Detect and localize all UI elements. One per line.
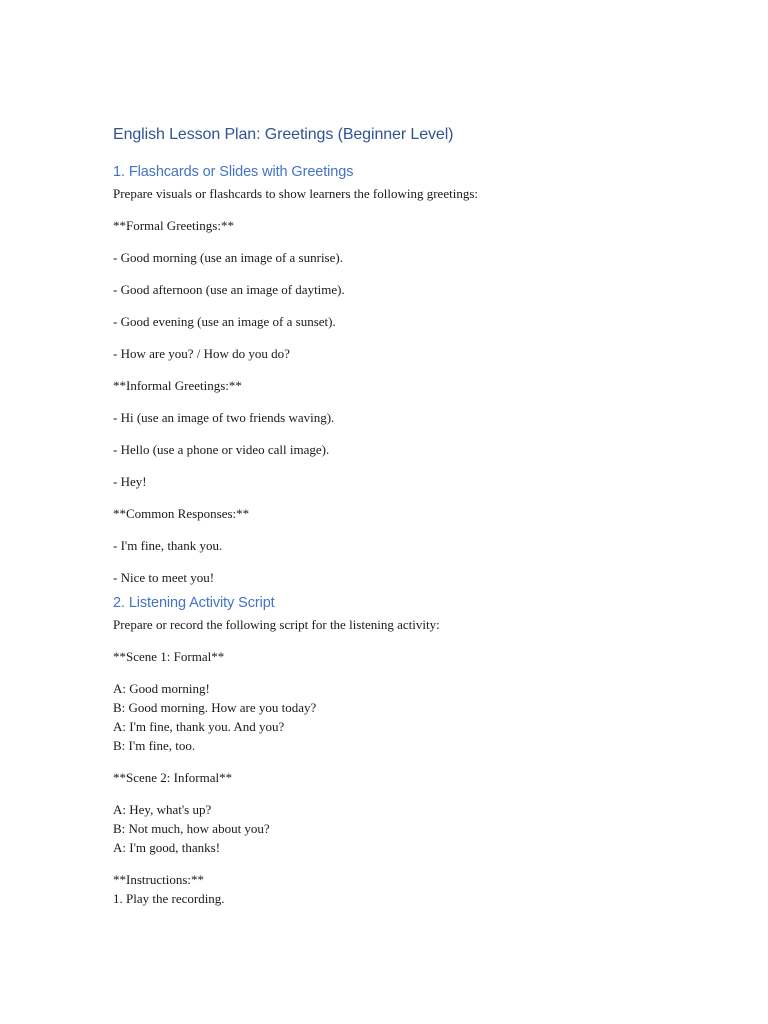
scene1-label: **Scene 1: Formal** xyxy=(113,649,225,664)
section-heading-flashcards: 1. Flashcards or Slides with Greetings xyxy=(113,164,354,180)
scene2-label: **Scene 2: Informal** xyxy=(113,770,233,785)
formal-greetings-label: **Formal Greetings:** xyxy=(113,218,234,233)
document-title: English Lesson Plan: Greetings (Beginner Level) xyxy=(113,126,454,143)
list-item: - Good afternoon (use an image of daytime). xyxy=(113,282,345,297)
instructions-block xyxy=(113,870,713,908)
section2-intro: Prepare or record the following script for the listening activity: xyxy=(113,617,440,632)
list-item: - Hello (use a phone or video call image). xyxy=(113,442,330,457)
dialogue-line: A: Hey, what's up? xyxy=(113,802,212,817)
document-page xyxy=(113,123,713,921)
dialogue-line: B: Not much, how about you? xyxy=(113,821,270,836)
dialogue-line: A: I'm fine, thank you. And you? xyxy=(113,719,285,734)
instructions-label: **Instructions:** xyxy=(113,872,204,887)
dialogue-line: B: I'm fine, too. xyxy=(113,738,196,753)
list-item: - Hi (use an image of two friends waving). xyxy=(113,410,335,425)
section1-intro: Prepare visuals or flashcards to show learners the following greetings: xyxy=(113,186,478,201)
list-item: - Good evening (use an image of a sunset). xyxy=(113,314,336,329)
scene1-dialogue xyxy=(113,679,713,755)
dialogue-line: A: Good morning! xyxy=(113,681,210,696)
dialogue-line: B: Good morning. How are you today? xyxy=(113,700,317,715)
list-item: - Good morning (use an image of a sunrise). xyxy=(113,250,343,265)
section-heading-listening: 2. Listening Activity Script xyxy=(113,595,275,611)
dialogue-line: A: I'm good, thanks! xyxy=(113,840,221,855)
common-responses-label: **Common Responses:** xyxy=(113,506,250,521)
list-item: - How are you? / How do you do? xyxy=(113,346,290,361)
list-item: - I'm fine, thank you. xyxy=(113,538,223,553)
informal-greetings-label: **Informal Greetings:** xyxy=(113,378,242,393)
list-item: - Nice to meet you! xyxy=(113,570,215,585)
instruction-line: 1. Play the recording. xyxy=(113,891,225,906)
scene2-dialogue xyxy=(113,800,713,857)
list-item: - Hey! xyxy=(113,474,147,489)
